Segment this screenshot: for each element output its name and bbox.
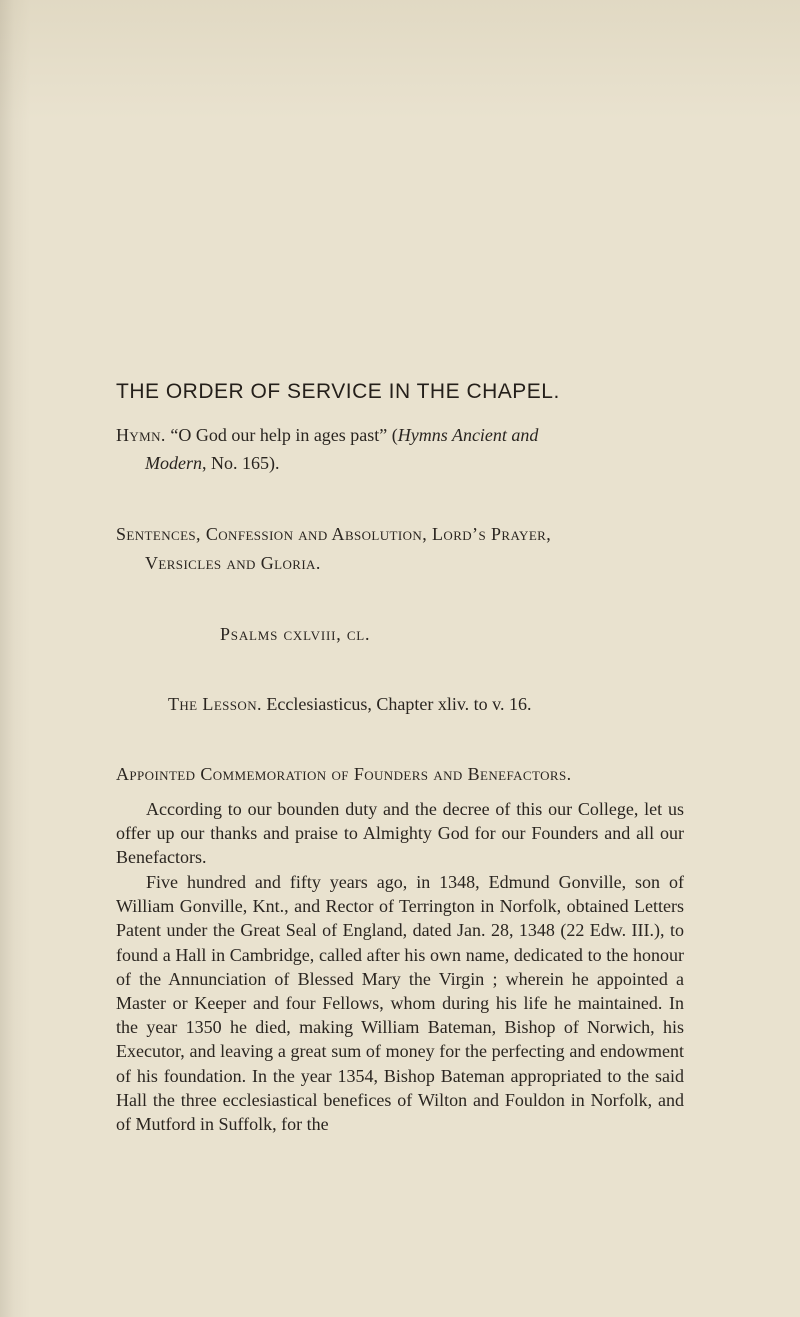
paragraph-1 [116, 797, 684, 870]
page-title: THE ORDER OF SERVICE IN THE CHAPEL. [116, 380, 560, 403]
hymn-source: Hymns Ancient and [397, 425, 539, 445]
paragraph-2-text: Five hundred and fifty years ago, in 1348, Edmund Gonville, son of William Gonville, Knt., and Rector of Terrington in Norfolk, obtained Letters Patent under the Great Seal of England, dated Jan. 28, 1348 (22 Edw. III.), to found a Hall in Cambridge, called after his own name, dedicated to the honour of the Annunciation of Blessed Mary the Virgin ; wherein he appointed a Master or Keeper and four Fellows, whom during his life he maintained. In the year 1350 he died, making William Bateman, Bishop of Norwich, his Executor, and leaving a great sum of money for the perfecting and endowment of his foundation. In the year 1354, Bishop Bateman appropriated to the said Hall the three ecclesiastical benefices of Wilton and Fouldon in Norfolk, and of Mutford in Suffolk, for the [116, 872, 684, 1135]
hymn-line-2 [145, 449, 280, 477]
commemoration-heading: Appointed Commemoration of Founders and Benefactors. [116, 764, 572, 784]
hymn-number: , No. 165). [202, 453, 280, 473]
lesson-label: The Lesson. [168, 694, 262, 714]
lesson-line [168, 690, 532, 718]
hymn-line-1 [116, 421, 538, 449]
sentences-line-2: Versicles and Gloria. [145, 553, 321, 573]
sentences-line-1: Sentences, Confession and Absolution, Lord’s Prayer, [116, 524, 552, 544]
lesson-text: Ecclesiasticus, Chapter xliv. to v. 16. [261, 694, 532, 714]
paragraph-1-text: According to our bounden duty and the decree of this our College, let us offer up our thanks and praise to Almighty God for our Founders and all our Benefactors. [116, 799, 684, 868]
hymn-label: Hymn. [116, 425, 166, 445]
hymn-source-cont: Modern [145, 453, 202, 473]
hymn-text: “O God our help in ages past” ( [165, 425, 398, 445]
paragraph-2 [116, 870, 684, 1136]
psalms-line: Psalms cxlviii, cl. [220, 624, 371, 644]
